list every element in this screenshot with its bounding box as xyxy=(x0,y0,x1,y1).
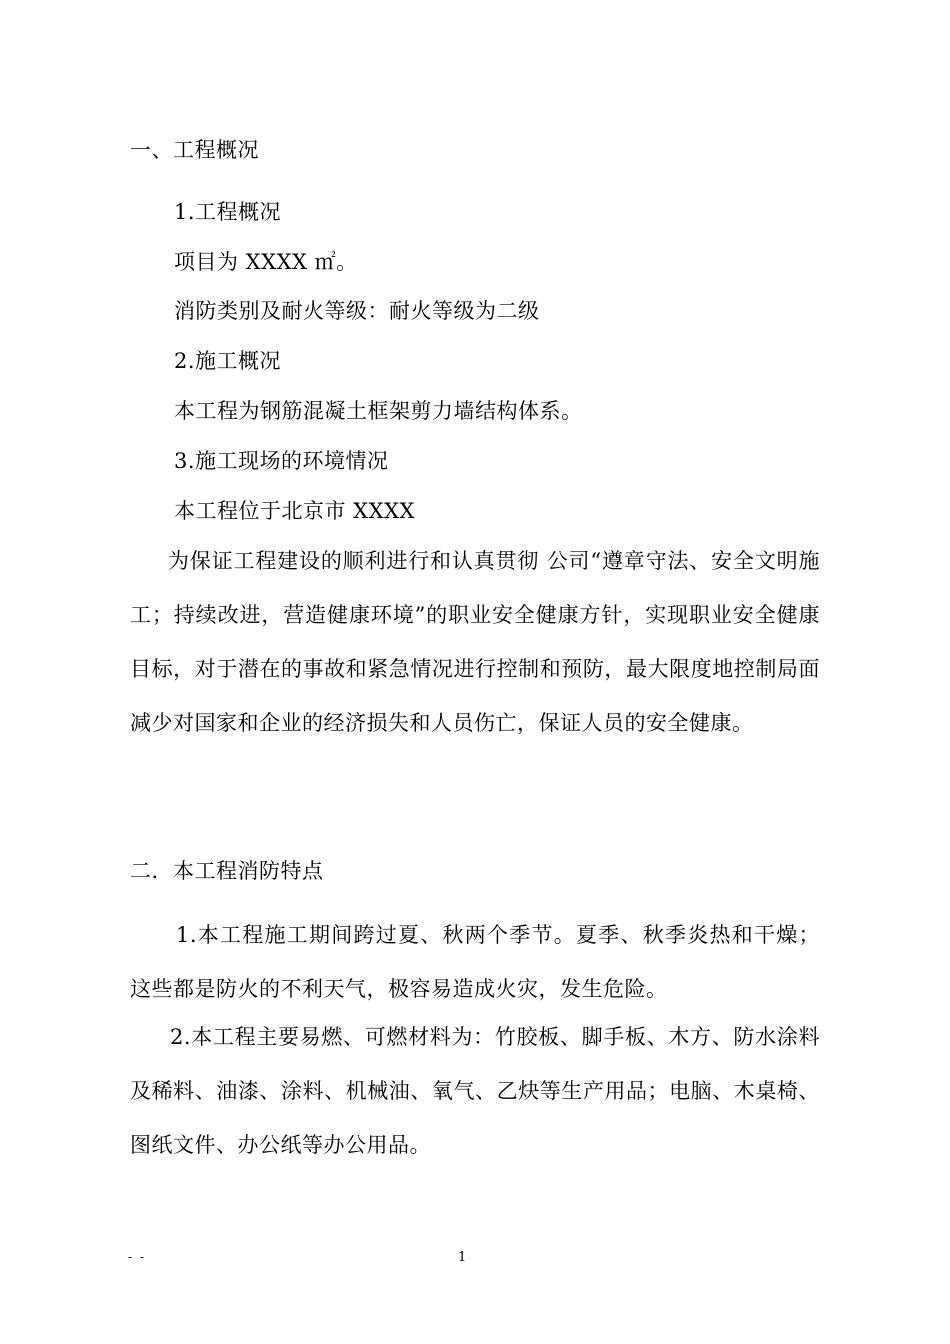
sub3-line1: 本工程位于北京市 XXXX xyxy=(174,499,415,523)
sub1-title: 1.工程概况 xyxy=(174,200,282,224)
sub2-title: 2.施工概况 xyxy=(174,349,282,373)
section2-item1: 1.本工程施工期间跨过夏、秋两个季节。夏季、秋季炎热和干燥；这些都是防火的不利天气，极容易造成火灾，发生危险。 xyxy=(130,923,820,1001)
sub2-line1: 本工程为钢筋混凝土框架剪力墙结构体系。 xyxy=(174,399,583,423)
footer-mark: - - xyxy=(128,1250,146,1264)
page-number: 1 xyxy=(458,1250,467,1265)
sub1-line2: 消防类别及耐火等级：耐火等级为二级 xyxy=(174,299,540,323)
section2-heading: 二．本工程消防特点 xyxy=(130,859,324,883)
sub1-line1: 项目为 XXXX ㎡。 xyxy=(174,250,358,274)
section1-heading: 一、工程概况 xyxy=(130,138,259,162)
section2-item2: 2.本工程主要易燃、可燃材料为：竹胶板、脚手板、木方、防水涂料及稀料、油漆、涂料、机械油、氧气、乙炔等生产用品；电脑、木桌椅、图纸文件、办公纸等办公用品。 xyxy=(130,1025,820,1157)
section1-paragraph: 为保证工程建设的顺利进行和认真贯彻 公司“遵章守法、安全文明施工；持续改进，营造健康环境”的职业安全健康方针，实现职业安全健康目标，对于潜在的事故和紧急情况进行控制和预防，最大限度地控制局面减少对国家和企业的经济损失和人员伤亡，保证人员的安全健康。 xyxy=(130,549,820,735)
sub3-title: 3.施工现场的环境情况 xyxy=(174,449,389,473)
